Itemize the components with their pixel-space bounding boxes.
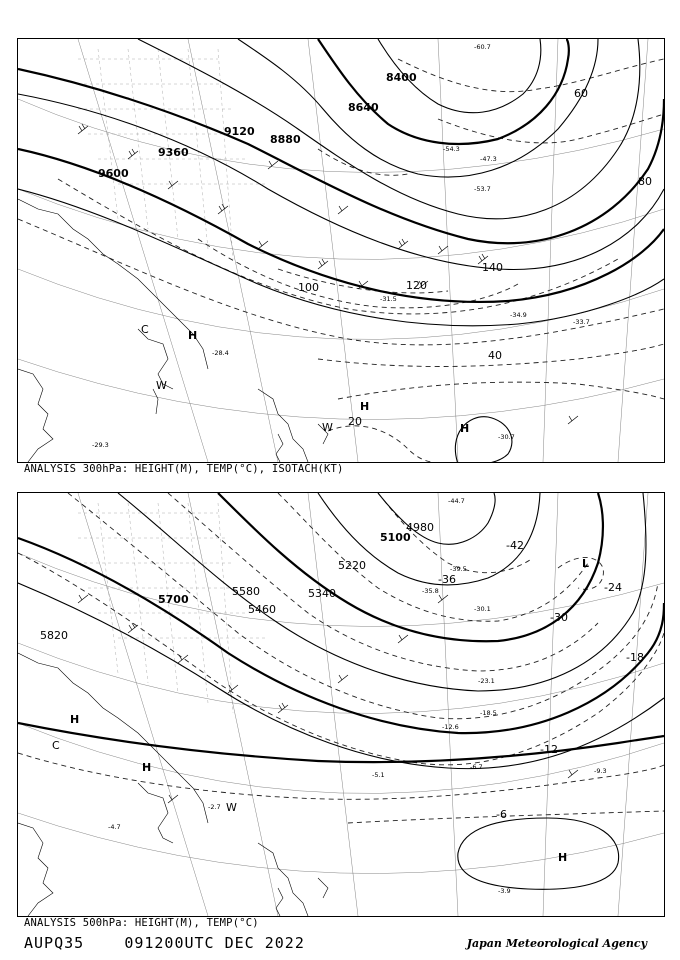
temp-value: -18.5 <box>480 709 497 717</box>
isotach-label: 100 <box>298 281 319 294</box>
temp-value: -34.9 <box>510 311 527 319</box>
warm-center-symbol: W <box>226 801 237 814</box>
temp-value: -60.7 <box>474 43 491 51</box>
temp-value: -53.7 <box>474 185 491 193</box>
height-labels-500 <box>40 521 434 642</box>
caption-500hpa: ANALYSIS 500hPa: HEIGHT(M), TEMP(°C) <box>24 917 259 929</box>
chart-code-and-time <box>24 934 305 952</box>
height-label: 4980 <box>406 521 434 534</box>
isotherm-label: -24 <box>604 581 622 594</box>
warm-center-symbol: W <box>322 421 333 434</box>
map-panel-500hpa <box>17 492 665 917</box>
valid-time: 091200UTC DEC 2022 <box>124 934 305 952</box>
isotach-label: 20 <box>348 415 362 428</box>
height-label: 5340 <box>308 587 336 600</box>
height-label: 8400 <box>386 71 417 84</box>
cold-center-symbol: C <box>52 739 60 752</box>
isotach-label: 120 <box>406 279 427 292</box>
isotach-label: 40 <box>488 349 502 362</box>
height-label: 5700 <box>158 593 189 606</box>
isotach-label: 80 <box>638 175 652 188</box>
temp-value: -4.7 <box>108 823 121 831</box>
high-center-symbol: H <box>558 851 568 864</box>
high-center-symbol: H <box>460 422 470 435</box>
caption-300hpa: ANALYSIS 300hPa: HEIGHT(M), TEMP(°C), ISOTACH(KT) <box>24 463 344 475</box>
map-panel-300hpa <box>17 38 665 463</box>
map-300hpa-svg <box>18 39 664 462</box>
height-label: 5580 <box>232 585 260 598</box>
isotach-label: 140 <box>482 261 503 274</box>
wind-barbs-300 <box>78 124 578 424</box>
height-label: 5820 <box>40 629 68 642</box>
height-label: 5100 <box>380 531 411 544</box>
temp-isotherm-labels-500 <box>438 539 644 821</box>
temp-value: -30.1 <box>474 605 491 613</box>
temp-value: -5.1 <box>372 771 385 779</box>
height-label: 8880 <box>270 133 301 146</box>
temp-samples-500 <box>108 497 607 895</box>
product-code: AUPQ35 <box>24 934 85 952</box>
temp-value: -9.3 <box>594 767 607 775</box>
temp-value: -54.3 <box>443 145 460 153</box>
pressure-centers-500 <box>52 557 589 864</box>
isotherm-label: -30 <box>550 611 568 624</box>
height-label: 5220 <box>338 559 366 572</box>
temp-value: -44.7 <box>448 497 465 505</box>
height-label: 5460 <box>248 603 276 616</box>
coastline-300 <box>18 199 328 462</box>
coastline-500 <box>18 653 328 916</box>
temp-value: -23.1 <box>478 677 495 685</box>
temp-value: -33.7 <box>573 318 590 326</box>
cold-center-symbol: C <box>141 323 149 336</box>
map-500hpa-svg <box>18 493 664 916</box>
height-label: 9600 <box>98 167 129 180</box>
temp-value: -30.7 <box>498 433 515 441</box>
high-center-symbol: H <box>142 761 152 774</box>
high-center-symbol: H <box>360 400 370 413</box>
height-labels-300 <box>98 71 417 180</box>
isotherm-label: -6 <box>496 808 507 821</box>
temp-value: -2.7 <box>208 803 221 811</box>
low-center-symbol: L <box>582 557 590 570</box>
height-label: 9360 <box>158 146 189 159</box>
high-center-symbol: H <box>70 713 80 726</box>
temp-value: -39.5 <box>450 565 467 573</box>
temp-value: -29.3 <box>92 441 109 449</box>
isotach-label: 60 <box>574 87 588 100</box>
height-label: 8640 <box>348 101 379 114</box>
agency-credit: Japan Meteorological Agency <box>466 937 647 950</box>
isotherm-label: -42 <box>506 539 524 552</box>
temp-value: -28.4 <box>212 349 229 357</box>
temp-value: -47.3 <box>480 155 497 163</box>
high-center-symbol: H <box>188 329 198 342</box>
temp-value: -35.8 <box>422 587 439 595</box>
temp-value: -31.5 <box>380 295 397 303</box>
temp-value: -3.9 <box>498 887 511 895</box>
temp-value: -12.6 <box>442 723 459 731</box>
isotherm-label: -36 <box>438 573 456 586</box>
temp-value: -6.7 <box>470 763 483 771</box>
warm-center-symbol: W <box>156 379 167 392</box>
height-label: 9120 <box>224 125 255 138</box>
isotherm-label: -12 <box>540 743 558 756</box>
isotherm-label: -18 <box>626 651 644 664</box>
